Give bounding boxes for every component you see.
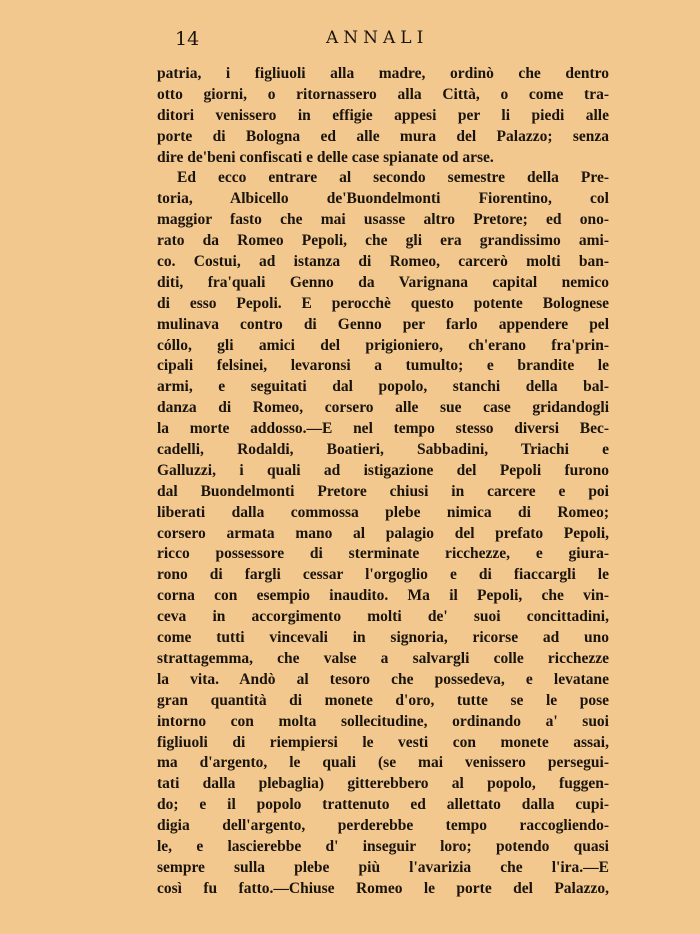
text-line: corsero armata mano al palagio del prefato Pepoli, xyxy=(157,524,609,542)
running-head xyxy=(175,28,607,52)
text-line: dal Buondelmonti Pretore chiusi in carcere e poi xyxy=(157,482,609,500)
text-line: rato da Romeo Pepoli, che gli era grandissimo ami- xyxy=(157,232,609,250)
text-line: corna con esempio inaudito. Ma il Pepoli, che vin- xyxy=(157,587,609,605)
text-line: liberati dalla commossa plebe nimica di Romeo; xyxy=(157,503,609,521)
text-line: porte di Bologna ed alle mura del Palazzo; senza xyxy=(157,127,609,145)
body-text xyxy=(157,64,609,900)
text-line: di esso Pepoli. E perocchè questo potente Bolognese xyxy=(157,294,609,312)
text-line: tati dalla plebaglia) gitterebbero al popolo, fuggen- xyxy=(157,775,609,793)
text-line: come tutti vincevali in signoria, ricorse ad uno xyxy=(157,629,609,647)
text-line: maggior fasto che mai usasse altro Pretore; ed ono- xyxy=(157,211,609,229)
text-line: la morte addosso.—E nel tempo stesso diversi Bec- xyxy=(157,420,609,438)
text-line: cóllo, gli amici del prigioniero, ch'erano fra'prin- xyxy=(157,336,609,354)
text-line: rono di fargli cessar l'orgoglio e di fiaccargli le xyxy=(157,566,609,584)
text-line: cadelli, Rodaldi, Boatieri, Sabbadini, Triachi e xyxy=(157,441,609,459)
text-line: do; e il popolo trattenuto ed allettato dalla cupi- xyxy=(157,796,609,814)
text-line: la vita. Andò al tesoro che possedeva, e levatane xyxy=(157,670,609,688)
text-line: Galluzzi, i quali ad istigazione del Pepoli furono xyxy=(157,461,609,479)
page-number: 14 xyxy=(175,28,200,50)
text-line: ditori venissero in effigie appesi per li piedi alle xyxy=(157,106,609,124)
text-line: toria, Albicello de'Buondelmonti Fiorentino, col xyxy=(157,190,609,208)
text-line: strattagemma, che valse a salvargli colle ricchezze xyxy=(157,649,609,667)
text-line: mulinava contro di Genno per farlo appendere pel xyxy=(157,315,609,333)
text-line: intorno con molta sollecitudine, ordinando a' suoi xyxy=(157,712,609,730)
text-line: digia dell'argento, perderebbe tempo raccogliendo- xyxy=(157,817,609,835)
running-title: ANNALI xyxy=(326,28,429,48)
text-line: figliuoli di riempiersi le vesti con monete assai, xyxy=(157,733,609,751)
text-line: ma d'argento, le quali (se mai venissero persegui- xyxy=(157,754,609,772)
text-line: armi, e seguitati dal popolo, stanchi della bal- xyxy=(157,378,609,396)
text-line: ceva in accorgimento molti de' suoi concittadini, xyxy=(157,608,609,626)
text-line: così fu fatto.—Chiuse Romeo le porte del Palazzo, xyxy=(157,879,609,897)
text-line: gran quantità di monete d'oro, tutte se le pose xyxy=(157,691,609,709)
text-line: danza di Romeo, corsero alle sue case gridandogli xyxy=(157,399,609,417)
text-line: sempre sulla plebe più l'avarizia che l'ira.—E xyxy=(157,858,609,876)
text-line: dire de'beni confiscati e delle case spianate od arse. xyxy=(157,148,494,166)
text-line: otto giorni, o ritornassero alla Città, o come tra- xyxy=(157,85,609,103)
text-line: Ed ecco entrare al secondo semestre della Pre- xyxy=(177,169,609,187)
text-line: co. Costui, ad istanza di Romeo, carcerò molti ban- xyxy=(157,253,609,271)
text-line: ricco possessore di sterminate ricchezze, e giura- xyxy=(157,545,609,563)
text-line: cipali felsinei, levaronsi a tumulto; e brandite le xyxy=(157,357,609,375)
text-line: le, e lascierebbe d' inseguir loro; potendo quasi xyxy=(157,837,609,855)
text-line: patria, i figliuoli alla madre, ordinò che dentro xyxy=(157,65,609,82)
text-line: diti, fra'quali Genno da Varignana capital nemico xyxy=(157,273,609,291)
